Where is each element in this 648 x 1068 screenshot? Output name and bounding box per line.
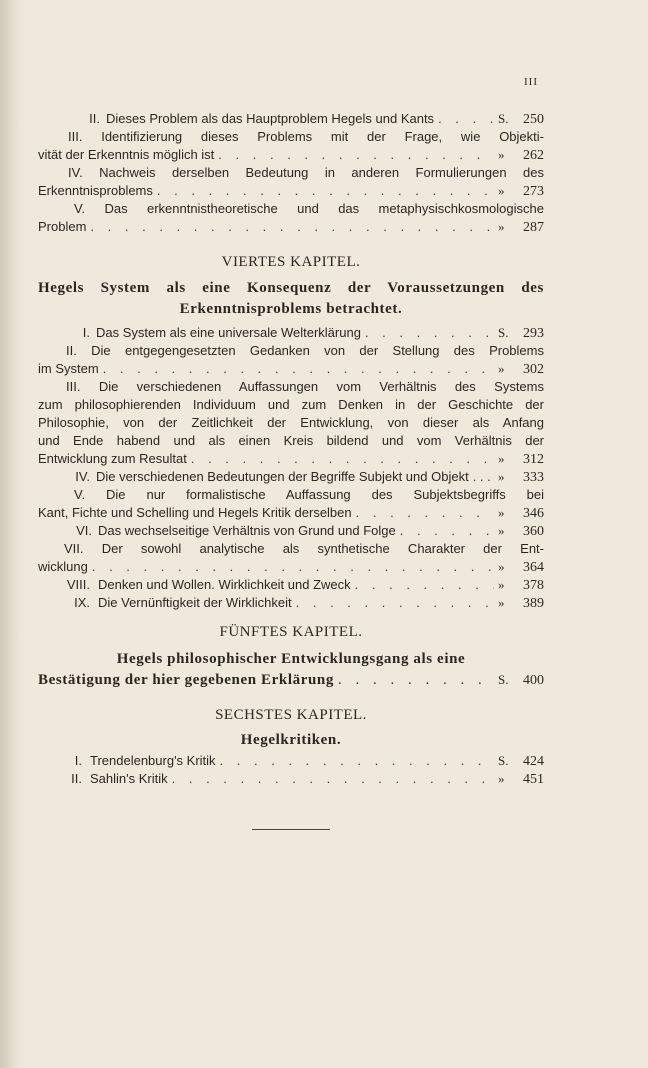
- page-marker: »: [498, 577, 505, 592]
- entry-page: 451: [523, 772, 544, 787]
- entry-text: Erkenntnisproblems: [38, 183, 153, 198]
- entry-number: IV.: [68, 165, 83, 180]
- entry-text: Das System als eine universale Welterklärung: [96, 325, 361, 340]
- page-marker: »: [498, 219, 505, 234]
- chapter-4-title-line2: Erkenntnisproblems betrachtet.: [179, 301, 403, 317]
- leader-dots: [92, 558, 494, 576]
- entry-number: I.: [74, 753, 82, 768]
- page-edge-shadow: [0, 0, 22, 1068]
- chapter-5-title-line2: [38, 670, 544, 690]
- entry-text: Dieses Problem als das Hauptproblem Hegels und Kants: [106, 111, 435, 126]
- entry-number: VII.: [64, 541, 84, 556]
- chapter-4-heading: VIERTES KAPITEL.: [221, 254, 361, 270]
- leader-dots: [473, 468, 494, 486]
- entry-number: V.: [74, 201, 86, 216]
- page-marker: »: [498, 595, 505, 610]
- entry-text: wicklung: [38, 559, 88, 574]
- toc-entry-4-2-line1: [38, 342, 544, 360]
- toc-entry-4-5-line1: [38, 486, 544, 504]
- entry-text: Das wechselseitige Verhältnis von Grund und Folge: [98, 523, 396, 538]
- leader-dots: [191, 450, 494, 468]
- toc-entry-4-3-line5: [38, 450, 544, 468]
- page-marker: »: [498, 523, 505, 538]
- entry-page: 312: [523, 452, 544, 467]
- entry-page: 346: [523, 506, 544, 521]
- toc-entry-4-2-line2: [38, 360, 544, 378]
- toc-entry-4-5-line2: [38, 504, 544, 522]
- leader-dots: [157, 182, 494, 200]
- entry-number: II.: [71, 771, 82, 786]
- entry-text: Problem: [38, 219, 87, 234]
- toc-entry-3-line2: [38, 146, 544, 164]
- entry-number: VI.: [76, 523, 92, 538]
- entry-page: 424: [523, 754, 544, 769]
- leader-dots: [220, 752, 494, 770]
- entry-page: 360: [523, 524, 544, 539]
- entry-page: 287: [523, 220, 544, 235]
- entry-text: im System: [38, 361, 99, 376]
- chapter-6-subtitle: Hegelkritiken.: [240, 732, 342, 748]
- entry-page: 333: [523, 470, 544, 485]
- toc-entry-5-line1: [38, 200, 544, 218]
- toc-entry-4-3-line1: [38, 378, 544, 396]
- entry-text: Die verschiedenen Auffassungen vom Verhältnis des Systems: [98, 379, 544, 394]
- toc-entry-4-3-line4: und Ende habend und als einen Kreis bildend und vom Verhältnis der: [38, 433, 544, 448]
- leader-dots: [218, 146, 494, 164]
- entry-text: Kant, Fichte und Schelling und Hegels Kritik derselben: [38, 505, 352, 520]
- entry-page: 378: [523, 578, 544, 593]
- toc-entry-3-line1: [38, 128, 544, 146]
- chapter-4-title-line1: Hegels System als eine Konsequenz der Voraussetzungen des: [38, 280, 544, 296]
- leader-dots: [296, 594, 494, 612]
- entry-text: Das erkenntnistheoretische und das metaphysischkosmologische: [104, 201, 544, 216]
- page-marker: »: [498, 361, 505, 376]
- entry-text: Der sowohl analytische als synthetische Charakter der Ent-: [101, 541, 544, 556]
- entry-number: IX.: [74, 595, 90, 610]
- leader-dots: [103, 360, 494, 378]
- entry-page: 302: [523, 362, 544, 377]
- entry-text: Die verschiedenen Bedeutungen der Begriffe Subjekt und Objekt: [96, 469, 469, 484]
- entry-number: II.: [66, 343, 77, 358]
- toc-entry-4-4: [38, 468, 544, 486]
- toc-entry-2: [38, 110, 544, 128]
- page-marker: S.: [498, 753, 509, 768]
- chapter-5-heading: FÜNFTES KAPITEL.: [219, 624, 363, 640]
- leader-dots: [90, 218, 494, 236]
- entry-page: 389: [523, 596, 544, 611]
- page-marker: »: [498, 469, 505, 484]
- entry-page: 273: [523, 184, 544, 199]
- page-marker: »: [498, 147, 505, 162]
- entry-number: I.: [82, 325, 90, 340]
- leader-dots: [355, 576, 494, 594]
- toc-entry-4-9: [38, 594, 544, 612]
- toc-entry-4-3-line2: zum philosophierenden Individuum und zum Denken in der Geschichte der: [38, 397, 544, 412]
- leader-dots: [338, 670, 494, 690]
- toc-entry-4-7-line2: [38, 558, 544, 576]
- leader-dots: [438, 110, 494, 128]
- chapter-6-heading: SECHSTES KAPITEL.: [215, 707, 367, 723]
- toc-entry-4-1: [38, 324, 544, 342]
- toc-entry-6-2: [38, 770, 544, 788]
- entry-text: Denken und Wollen. Wirklichkeit und Zweck: [98, 577, 351, 592]
- page-marker: S.: [498, 111, 509, 126]
- page-marker: »: [498, 451, 505, 466]
- toc-entry-4-6: [38, 522, 544, 540]
- entry-number: III.: [68, 129, 83, 144]
- entry-text: Trendelenburg's Kritik: [90, 753, 216, 768]
- entry-text: Identifizierung dieses Problems mit der Frage, wie Objekti-: [101, 129, 544, 144]
- page-marker: S.: [498, 672, 509, 687]
- entry-text: Sahlin's Kritik: [90, 771, 168, 786]
- entry-page: 364: [523, 560, 544, 575]
- leader-dots: [356, 504, 494, 522]
- entry-page: 262: [523, 148, 544, 163]
- toc-entry-5-line2: [38, 218, 544, 236]
- leader-dots: [365, 324, 494, 342]
- entry-number: II.: [89, 111, 100, 126]
- entry-number: III.: [66, 379, 81, 394]
- toc-entry-4-7-line1: [38, 540, 544, 558]
- page-marker: S.: [498, 325, 509, 340]
- toc-entry-4-8: [38, 576, 544, 594]
- entry-text: Die Vernünftigkeit der Wirklichkeit: [98, 595, 292, 610]
- leader-dots: [400, 522, 494, 540]
- entry-text: Nachweis derselben Bedeutung in anderen Formulierungen des: [99, 165, 544, 180]
- entry-number: VIII.: [66, 577, 90, 592]
- toc-entry-4-line1: [38, 164, 544, 182]
- entry-number: V.: [74, 487, 86, 502]
- entry-page: 400: [523, 673, 544, 688]
- page-marker: »: [498, 505, 505, 520]
- entry-number: IV.: [75, 469, 90, 484]
- toc-entry-6-1: [38, 752, 544, 770]
- closing-rule: [252, 829, 330, 830]
- page-marker: »: [498, 771, 505, 786]
- entry-text: Entwicklung zum Resultat: [38, 451, 187, 466]
- leader-dots: [172, 770, 494, 788]
- entry-text: vität der Erkenntnis möglich ist: [38, 147, 215, 162]
- page-marker: »: [498, 183, 505, 198]
- entry-text: Die entgegengesetzten Gedanken von der Stellung des Problems: [91, 343, 544, 358]
- page-number: III: [524, 76, 538, 88]
- chapter-5-title-line1: Hegels philosophischer Entwicklungsgang als eine: [116, 651, 466, 667]
- entry-page: 293: [523, 326, 544, 341]
- toc-entry-4-line2: [38, 182, 544, 200]
- toc-entry-4-3-line3: Philosophie, von der Zeitlichkeit der Entwicklung, von dieser als Anfang: [38, 415, 544, 430]
- entry-page: 250: [523, 112, 544, 127]
- chapter-5-title-text: Bestätigung der hier gegebenen Erklärung: [38, 672, 334, 688]
- page-marker: »: [498, 559, 505, 574]
- entry-text: Die nur formalistische Auffassung des Subjektsbegriffs bei: [106, 487, 544, 502]
